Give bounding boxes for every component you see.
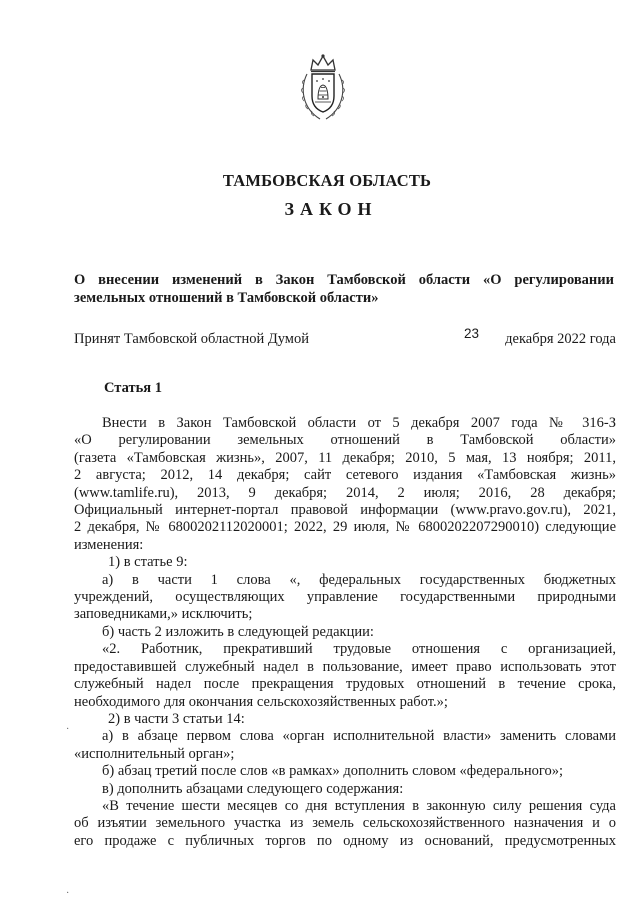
- article-line: 2) в части 3 статьи 14:: [108, 710, 245, 727]
- law-title: О внесении изменений в Закон Тамбовской области «О регулировании земельных отношений в Тамбовской области»: [74, 272, 614, 306]
- region-name: ТАМБОВСКАЯ ОБЛАСТЬ: [222, 171, 432, 190]
- article-line: 2 декабря, № 6800202112020001; 2022, 29 июля, № 6800202207290010) следующие: [74, 519, 616, 536]
- article-line: учреждений, осуществляющих управление государственными природными: [74, 589, 616, 606]
- article-line: 1) в статье 9:: [108, 554, 188, 571]
- article-line: служебный надел после прекращения трудовых отношений в течение срока,: [74, 676, 616, 693]
- adoption-text: Принят Тамбовской областной Думой: [74, 331, 309, 347]
- article-line: 2 августа; 2012, 14 декабря; сайт сетевого издания «Тамбовская жизнь»: [74, 467, 616, 484]
- article-line: изменения:: [74, 536, 144, 553]
- article-line: (www.tamlife.ru), 2013, 9 декабря; 2014, 2 июля; 2016, 28 декабря;: [74, 484, 616, 501]
- margin-mark: ·: [66, 724, 70, 735]
- article-line: Официальный интернет-портал правовой информации (www.pravo.gov.ru), 2021,: [74, 502, 616, 519]
- article-heading: Статья 1: [104, 380, 162, 396]
- article-line: «исполнительный орган»;: [74, 745, 235, 762]
- tambov-coat-of-arms-icon: [298, 52, 348, 124]
- article-line: об изъятии земельного участка из земель сельскохозяйственного назначения и о: [74, 815, 616, 832]
- article-line: необходимого для окончания сельскохозяйственных работ.»;: [74, 693, 448, 710]
- margin-mark: ·: [66, 888, 70, 899]
- article-line: а) в абзаце первом слова «орган исполнительной власти» заменить словами: [102, 728, 616, 745]
- article-body: [74, 415, 616, 850]
- article-line: б) абзац третий после слов «в рамках» дополнить словом «федерального»;: [102, 763, 564, 780]
- article-line: б) часть 2 изложить в следующей редакции:: [102, 623, 374, 640]
- article-line: «О регулировании земельных отношений в Тамбовской области»: [74, 432, 616, 449]
- document-type: ЗАКОН: [284, 199, 378, 219]
- article-line: в) дополнить абзацами следующего содержания:: [102, 780, 404, 797]
- article-line: «2. Работник, прекративший трудовые отношения с организацией,: [102, 641, 616, 658]
- article-line: его продаже с публичных торгов по одному из оснований, предусмотренных: [74, 832, 616, 849]
- article-line: заповедниками,» исключить;: [74, 606, 253, 623]
- article-line: (газета «Тамбовская жизнь», 2007, 11 декабря; 2010, 5 мая, 13 ноября; 2011,: [74, 449, 616, 466]
- article-line: предоставившей служебный надел в пользование, имеет право использовать этот: [74, 658, 616, 675]
- adoption-date: декабря 2022 года: [505, 331, 616, 347]
- adoption-day: 23: [464, 326, 480, 341]
- article-line: «В течение шести месяцев со дня вступления в законную силу решения суда: [102, 797, 616, 814]
- article-line: Внести в Закон Тамбовской области от 5 декабря 2007 года № 316-З: [102, 415, 616, 431]
- article-line: а) в части 1 слова «, федеральных государственных бюджетных: [102, 571, 616, 588]
